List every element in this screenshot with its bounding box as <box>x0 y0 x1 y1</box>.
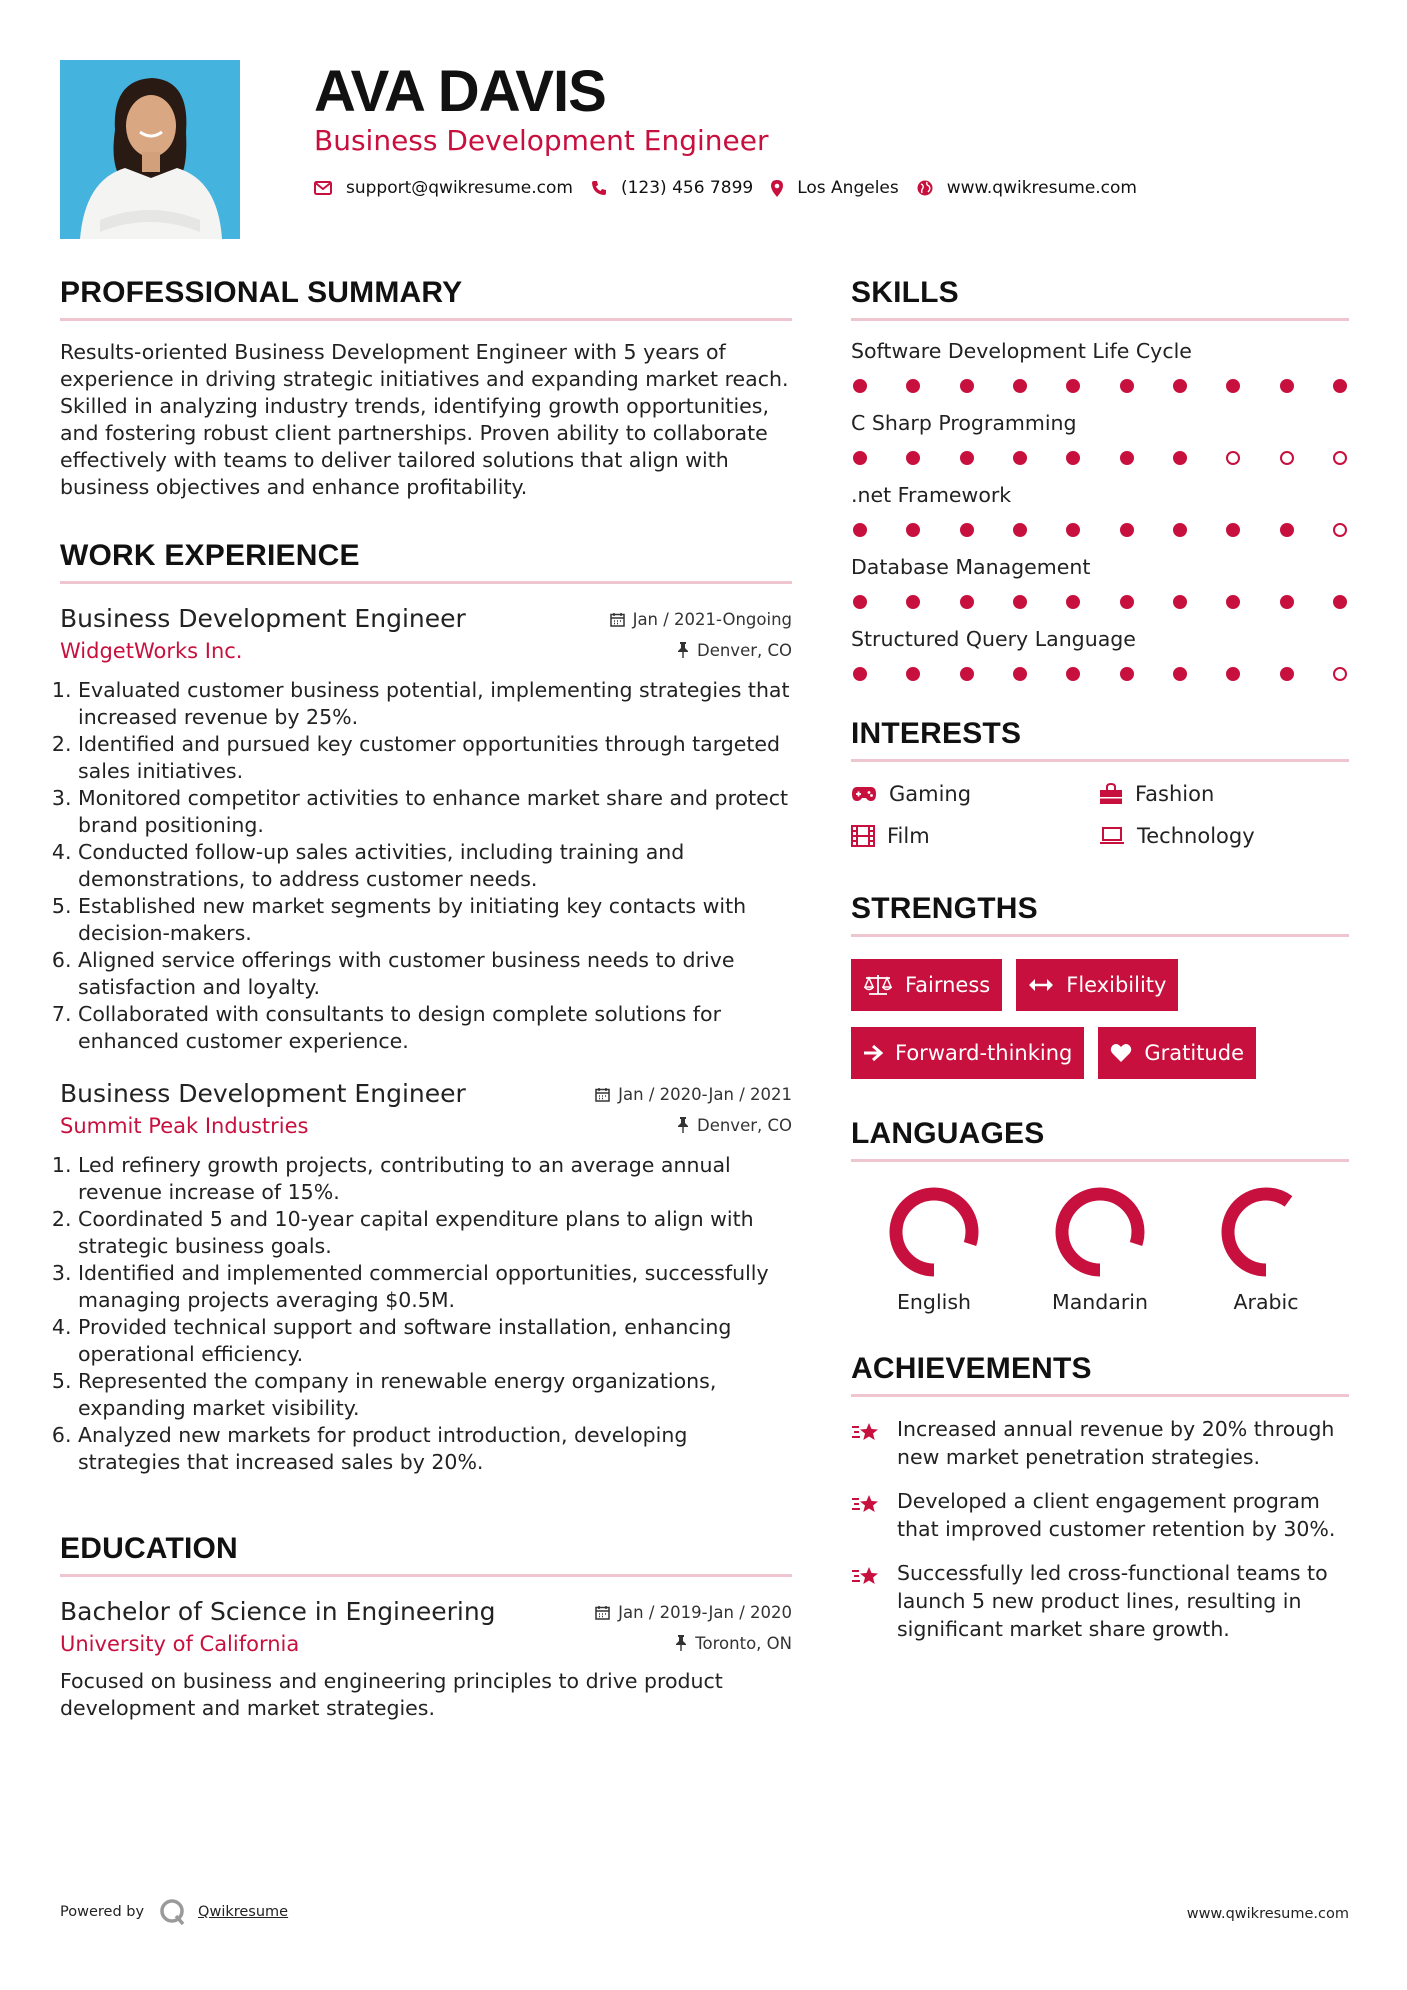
calendar-icon <box>610 612 625 627</box>
rating-dot-filled <box>1173 451 1187 465</box>
language-item <box>1017 1184 1183 1314</box>
achievement-text: Developed a client engagement program that improved customer retention by 30%. <box>897 1489 1336 1541</box>
profile-photo <box>60 60 240 239</box>
rating-dot-empty <box>1333 667 1347 681</box>
rating-dot-filled <box>1066 667 1080 681</box>
rating-dot-filled <box>1280 379 1294 393</box>
achievement-text: Increased annual revenue by 20% through new market penetration strategies. <box>897 1417 1335 1469</box>
shopping-bag-icon <box>1099 783 1123 805</box>
qwikresume-logo-icon <box>158 1898 188 1926</box>
job-date <box>595 1085 792 1104</box>
languages-heading: LANGUAGES <box>851 1117 1349 1162</box>
shooting-star-icon <box>851 1419 883 1447</box>
phone-icon <box>591 180 607 196</box>
rating-dot-filled <box>853 523 867 537</box>
skill-name: Database Management <box>851 555 1091 579</box>
skill-name: Software Development Life Cycle <box>851 339 1192 363</box>
rating-dot-filled <box>960 595 974 609</box>
contact-phone[interactable] <box>591 178 753 198</box>
skill-rating <box>851 667 1349 681</box>
rating-dot-filled <box>1226 667 1240 681</box>
language-level-arc <box>896 1194 972 1270</box>
achievement-text: Successfully led cross-functional teams to launch 5 new product lines, resulting in significant market share growth. <box>897 1561 1328 1641</box>
interests-list <box>851 782 1349 848</box>
strength-tag <box>1098 1027 1256 1079</box>
job-title: Business Development Engineer <box>60 1079 466 1108</box>
language-gauge <box>1218 1184 1314 1280</box>
language-level-arc <box>1062 1194 1138 1270</box>
job-bullet: 3. Monitored competitor activities to enhance market share and protect brand positioning. <box>78 785 792 839</box>
job-location <box>677 1116 792 1135</box>
rating-dot-filled <box>1013 667 1027 681</box>
shooting-star-icon <box>851 1491 883 1519</box>
job-bullet: 1. Led refinery growth projects, contributing to an average annual revenue increase of 15%. <box>78 1152 792 1206</box>
map-marker-icon <box>771 180 783 197</box>
skill-name: .net Framework <box>851 483 1012 507</box>
footer-website[interactable]: www.qwikresume.com <box>1186 1906 1349 1922</box>
rating-dot-filled <box>1173 523 1187 537</box>
interest-label: Technology <box>1137 824 1255 848</box>
strength-tag <box>851 959 1002 1011</box>
language-gauge <box>886 1184 982 1280</box>
rating-dot-filled <box>1280 523 1294 537</box>
interest-label: Film <box>887 824 930 848</box>
job-bullet: 3. Identified and implemented commercial opportunities, successfully managing projects averaging $0.5M. <box>78 1260 792 1314</box>
achievements-heading: ACHIEVEMENTS <box>851 1352 1349 1397</box>
job-company: Summit Peak Industries <box>60 1114 309 1138</box>
rating-dot-filled <box>1173 595 1187 609</box>
rating-dot-filled <box>960 523 974 537</box>
school-name: University of California <box>60 1632 300 1656</box>
pin-icon <box>677 1117 689 1133</box>
balance-scale-icon <box>863 974 893 996</box>
language-name: English <box>896 1290 972 1314</box>
job-date <box>610 610 792 629</box>
achievement-item <box>851 1415 1349 1471</box>
contact-bar <box>314 178 1155 198</box>
rating-dot-filled <box>1280 595 1294 609</box>
calendar-icon <box>595 1605 610 1620</box>
skills-heading: SKILLS <box>851 276 1349 321</box>
rating-dot-filled <box>853 451 867 465</box>
job-bullet: 2. Coordinated 5 and 10-year capital expenditure plans to align with strategic business goals. <box>78 1206 792 1260</box>
job-location <box>677 641 792 660</box>
job-entry-1 <box>60 604 792 1055</box>
job-bullet: 2. Identified and pursued key customer opportunities through targeted sales initiatives. <box>78 731 792 785</box>
film-icon <box>851 825 875 847</box>
skill-rating <box>851 379 1349 393</box>
achievement-item <box>851 1559 1349 1643</box>
rating-dot-filled <box>960 379 974 393</box>
job-bullet: 4. Conducted follow-up sales activities, including training and demonstrations, to address customer needs. <box>78 839 792 893</box>
job-location-text: Denver, CO <box>696 1115 792 1135</box>
job-bullet: 7. Collaborated with consultants to design complete solutions for enhanced customer experience. <box>78 1001 792 1055</box>
rating-dot-filled <box>1120 523 1134 537</box>
language-gauge <box>1052 1184 1148 1280</box>
rating-dot-filled <box>1120 667 1134 681</box>
envelope-icon <box>314 181 332 195</box>
rating-dot-filled <box>1226 523 1240 537</box>
rating-dot-empty <box>1226 451 1240 465</box>
job-bullets <box>60 677 792 1055</box>
job-bullet: 5. Represented the company in renewable energy organizations, expanding market visibility. <box>78 1368 792 1422</box>
rating-dot-filled <box>960 667 974 681</box>
language-name: Mandarin <box>1052 1290 1148 1314</box>
skill-rating <box>851 523 1349 537</box>
contact-phone-text: (123) 456 7899 <box>620 178 754 198</box>
rating-dot-empty <box>1333 523 1347 537</box>
left-column <box>60 276 792 1722</box>
rating-dot-filled <box>853 667 867 681</box>
contact-email[interactable] <box>314 178 573 198</box>
rating-dot-filled <box>1120 379 1134 393</box>
job-bullet: 4. Provided technical support and software installation, enhancing operational efficiency. <box>78 1314 792 1368</box>
rating-dot-filled <box>1333 379 1347 393</box>
rating-dot-filled <box>1013 595 1027 609</box>
language-item <box>851 1184 1017 1314</box>
heart-icon <box>1110 1043 1132 1063</box>
languages-list <box>851 1184 1349 1314</box>
rating-dot-filled <box>1066 379 1080 393</box>
shooting-star-icon <box>851 1563 883 1591</box>
language-item <box>1183 1184 1349 1314</box>
rating-dot-filled <box>1120 595 1134 609</box>
strength-label: Flexibility <box>1066 973 1167 997</box>
skill-name: Structured Query Language <box>851 627 1136 651</box>
rating-dot-filled <box>906 523 920 537</box>
globe-icon <box>917 180 933 196</box>
interest-item <box>851 782 1099 806</box>
rating-dot-filled <box>1173 667 1187 681</box>
interest-item <box>851 824 1099 848</box>
job-bullet: 6. Analyzed new markets for product introduction, developing strategies that increased sales by 20%. <box>78 1422 792 1476</box>
rating-dot-filled <box>853 595 867 609</box>
skill-rating <box>851 595 1349 609</box>
interest-label: Fashion <box>1135 782 1215 806</box>
achievements-list <box>851 1415 1349 1643</box>
contact-website[interactable] <box>917 178 1137 198</box>
strength-label: Forward-thinking <box>895 1041 1073 1065</box>
rating-dot-empty <box>1280 451 1294 465</box>
language-level-arc <box>1228 1194 1304 1270</box>
laptop-icon <box>1099 827 1125 845</box>
job-entry-2 <box>60 1079 792 1476</box>
candidate-title: Business Development Engineer <box>314 124 769 157</box>
job-company: WidgetWorks Inc. <box>60 639 243 663</box>
contact-location-text: Los Angeles <box>797 178 899 198</box>
summary-heading: PROFESSIONAL SUMMARY <box>60 276 792 321</box>
rating-dot-filled <box>1226 595 1240 609</box>
arrows-horizontal-icon <box>1028 978 1054 992</box>
arrow-right-icon <box>863 1044 883 1062</box>
rating-dot-empty <box>1333 451 1347 465</box>
rating-dot-filled <box>1066 595 1080 609</box>
job-bullet: 5. Established new market segments by initiating key contacts with decision-makers. <box>78 893 792 947</box>
education-description: Focused on business and engineering principles to drive product development and market strategies. <box>60 1669 723 1720</box>
strength-tag <box>1016 959 1178 1011</box>
rating-dot-filled <box>1013 451 1027 465</box>
footer-powered-by <box>60 1898 288 1926</box>
rating-dot-filled <box>1120 451 1134 465</box>
language-name: Arabic <box>1233 1290 1299 1314</box>
rating-dot-filled <box>906 595 920 609</box>
job-date-text: Jan / 2020-Jan / 2021 <box>618 1085 792 1104</box>
calendar-icon <box>595 1087 610 1102</box>
rating-dot-filled <box>1280 667 1294 681</box>
rating-dot-filled <box>1173 379 1187 393</box>
education-heading: EDUCATION <box>60 1532 792 1577</box>
gamepad-icon <box>851 786 877 802</box>
rating-dot-filled <box>1066 451 1080 465</box>
strength-label: Fairness <box>905 973 991 997</box>
experience-heading: WORK EXPERIENCE <box>60 539 792 584</box>
contact-email-text: support@qwikresume.com <box>346 178 573 198</box>
rating-dot-filled <box>906 451 920 465</box>
education-entry <box>60 1597 792 1722</box>
skills-list <box>851 339 1349 681</box>
job-bullet: 1. Evaluated customer business potential, implementing strategies that increased revenue by 25%. <box>78 677 792 731</box>
achievement-item <box>851 1487 1349 1543</box>
strength-tag <box>851 1027 1084 1079</box>
rating-dot-filled <box>906 667 920 681</box>
skill-name: C Sharp Programming <box>851 411 1077 435</box>
education-location-text: Toronto, ON <box>695 1633 792 1653</box>
rating-dot-filled <box>853 379 867 393</box>
strength-label: Gratitude <box>1144 1041 1244 1065</box>
strengths-heading: STRENGTHS <box>851 892 1349 937</box>
powered-by-text: Powered by <box>60 1904 145 1920</box>
skill-rating <box>851 451 1349 465</box>
interests-heading: INTERESTS <box>851 717 1349 762</box>
rating-dot-filled <box>1013 379 1027 393</box>
education-date <box>595 1603 792 1622</box>
strengths-list <box>851 959 1349 1079</box>
contact-location <box>771 178 899 198</box>
rating-dot-filled <box>1013 523 1027 537</box>
rating-dot-filled <box>1333 595 1347 609</box>
summary-text: Results-oriented Business Development Engineer with 5 years of experience in driving strategic initiatives and expanding market reach. Skilled in analyzing industry trends, identifying growth opportunities, and fostering robust client partnerships. Proven ability to collaborate effectively with teams to deliver tailored solutions that align with business objectives and enhance profitability. <box>60 340 789 499</box>
job-title: Business Development Engineer <box>60 604 466 633</box>
pin-icon <box>677 642 689 658</box>
rating-dot-filled <box>1066 523 1080 537</box>
education-location <box>675 1634 792 1653</box>
contact-website-text: www.qwikresume.com <box>946 178 1137 198</box>
job-location-text: Denver, CO <box>696 640 792 660</box>
rating-dot-filled <box>1226 379 1240 393</box>
job-date-text: Jan / 2021-Ongoing <box>632 610 792 629</box>
right-column <box>851 276 1349 1643</box>
job-bullets <box>60 1152 792 1476</box>
education-date-text: Jan / 2019-Jan / 2020 <box>618 1603 792 1622</box>
candidate-name: AVA DAVIS <box>314 59 606 124</box>
pin-icon <box>675 1635 687 1651</box>
rating-dot-filled <box>960 451 974 465</box>
job-bullet: 6. Aligned service offerings with customer business needs to drive satisfaction and loyalty. <box>78 947 792 1001</box>
footer-brand-link[interactable]: Qwikresume <box>198 1904 289 1920</box>
interest-item <box>1099 782 1347 806</box>
degree-title: Bachelor of Science in Engineering <box>60 1597 496 1626</box>
interest-label: Gaming <box>889 782 972 806</box>
rating-dot-filled <box>906 379 920 393</box>
interest-item <box>1099 824 1347 848</box>
